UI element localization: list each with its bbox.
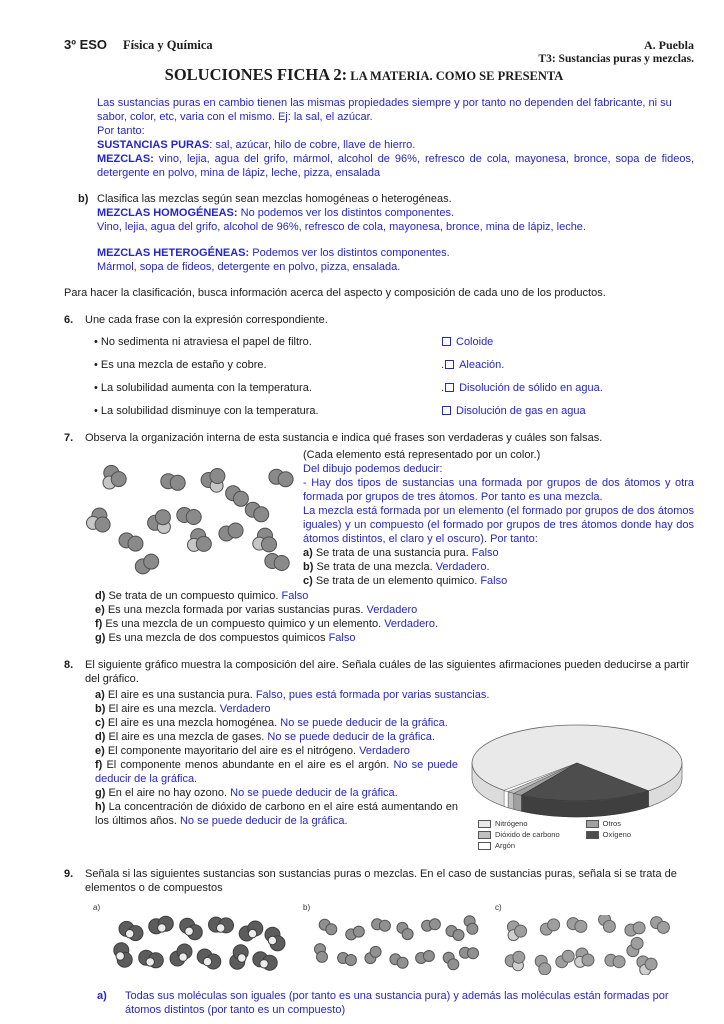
molecule-diagram-q9b bbox=[303, 901, 481, 975]
q7-deduce-intro: Del dibujo podemos deducir: bbox=[303, 463, 443, 475]
question-6 bbox=[64, 313, 694, 418]
match-row: • Es una mezcla de estaño y cobre. . Aleación. bbox=[94, 359, 505, 371]
item-b-letter: b) bbox=[78, 193, 89, 205]
q8-item-f: f) El componente menos abundante en el aire es el argón. No se puede deducir de la gráfica. bbox=[95, 759, 458, 785]
legend-swatch bbox=[586, 820, 599, 828]
classification-note: Para hacer la clasificación, busca información acerca del aspecto y composición de cada uno de los productos. bbox=[64, 287, 606, 299]
q7-item-d: d) Se trata de un compuesto quimico. Falso bbox=[95, 590, 309, 602]
question-7-text: Observa la organización interna de esta sustancia e indica qué frases son verdaderas y cuáles son falsas. bbox=[85, 432, 603, 444]
legend-item: Nitrógeno bbox=[478, 819, 560, 829]
molecule-figure bbox=[93, 915, 289, 973]
question-6-text: Une cada frase con la expresión correspondiente. bbox=[85, 314, 328, 326]
item-b bbox=[64, 192, 694, 274]
question-8 bbox=[64, 658, 694, 854]
course-label: 3º ESO bbox=[64, 37, 108, 52]
q9-answer-letter: a) bbox=[97, 990, 107, 1002]
checkbox-icon bbox=[442, 406, 451, 415]
q9-answer bbox=[64, 989, 694, 1017]
homogeneas-list: Vino, lejia, agua del grifo, alcohol de 96%, refresco de cola, mayonesa, bronce, mina de lápiz, leche. bbox=[97, 221, 586, 233]
subject-label: Física y Química bbox=[123, 38, 213, 52]
fig-label-c: c) bbox=[495, 903, 502, 912]
q8-items bbox=[85, 688, 694, 854]
legend-item: Dióxido de carbono bbox=[478, 830, 560, 840]
page-header bbox=[64, 38, 694, 66]
molecule-diagram-q7 bbox=[85, 448, 303, 588]
question-9 bbox=[64, 867, 694, 975]
pie-chart bbox=[466, 718, 688, 818]
match-row: • La solubilidad aumenta con la temperatura. . Disolución de sólido en agua. bbox=[94, 382, 603, 394]
air-composition-chart bbox=[466, 718, 694, 852]
item-b-question: Clasifica las mezclas según sean mezclas homogéneas o heterogéneas. bbox=[97, 193, 452, 205]
title-sub: LA MATERIA. COMO SE PRESENTA bbox=[347, 69, 564, 83]
q8-item-e: e) El componente mayoritario del aire es el nitrógeno. Verdadero bbox=[95, 745, 410, 757]
sustancias-puras-line: SUSTANCIAS PURAS: sal, azúcar, hilo de cobre, llave de hierro. bbox=[97, 139, 416, 151]
q7-deduce-2: La mezcla está formada por un elemento (el formado por grupos de dos átomos iguales) y un compuesto (el formado por grupos de tres átomos donde hay dos átomos distintos, el claro y el oscuro). Por tanto: bbox=[303, 505, 694, 545]
molecule-diagram-q9a bbox=[93, 901, 289, 975]
author-label: A. Puebla bbox=[643, 38, 694, 52]
question-6-number: 6. bbox=[64, 314, 74, 326]
intro-answer bbox=[64, 96, 694, 180]
molecule-figure bbox=[85, 454, 297, 586]
q8-item-g: g) En el aire no hay ozono. No se puede deducir de la gráfica. bbox=[95, 787, 398, 799]
q8-item-a: a) El aire es una sustancia pura. Falso, pues está formada por varias sustancias. bbox=[95, 689, 490, 701]
match-row: • No sedimenta ni atraviesa el papel de filtro. Coloide bbox=[94, 336, 494, 348]
q9-answer-text: Todas sus moléculas son iguales (por tanto es una sustancia pura) y además las moléculas están formadas por átomos distintos (por tanto es un compuesto) bbox=[125, 990, 669, 1016]
molecule-figure bbox=[303, 915, 481, 973]
question-8-text: El siguiente gráfico muestra la composición del aire. Señala cuáles de las siguientes afirmaciones pueden deducirse a partir del gráfico. bbox=[85, 659, 690, 685]
fig-label-a: a) bbox=[93, 903, 101, 912]
intro-portanto: Por tanto: bbox=[97, 125, 145, 137]
legend-swatch bbox=[478, 842, 491, 850]
legend-item: Argón bbox=[478, 841, 560, 851]
question-7-number: 7. bbox=[64, 432, 74, 444]
checkbox-icon bbox=[442, 337, 451, 346]
q7-item-c: c) Se trata de un elemento quimico. Falso bbox=[303, 575, 508, 587]
intro-paragraph: Las sustancias puras en cambio tienen las mismas propiedades siempre y por tanto no dependen del fabricante, ni su sabor, color, etc, varia con el mismo. Ej: la sal, el azúcar. bbox=[97, 97, 672, 123]
q7-item-b: b) Se trata de una mezcla. Verdadero. bbox=[303, 561, 490, 573]
question-9-number: 9. bbox=[64, 868, 74, 880]
fig-label-b: b) bbox=[303, 903, 311, 912]
legend-item: Otros bbox=[586, 819, 631, 829]
q7-item-f: f) Es una mezcla de un compuesto quimico y un elemento. Verdadero. bbox=[95, 618, 439, 630]
molecule-diagram-q9c bbox=[495, 901, 673, 975]
legend-swatch bbox=[478, 831, 491, 839]
match-rows bbox=[85, 335, 694, 418]
checkbox-icon bbox=[445, 383, 454, 392]
topic-label: T3: Sustancias puras y mezclas. bbox=[538, 53, 694, 65]
q8-item-d: d) El aire es una mezcla de gases. No se puede deducir de la gráfica. bbox=[95, 731, 435, 743]
q7-item-e: e) Es una mezcla formada por varias sustancias puras. Verdadero bbox=[95, 604, 418, 616]
match-row: • La solubilidad disminuye con la temperatura. Disolución de gas en agua bbox=[94, 405, 586, 417]
legend-swatch bbox=[478, 820, 491, 828]
chart-legend bbox=[466, 819, 694, 852]
heterogeneas-list: Mármol, sopa de fideos, detergente en polvo, pizza, ensalada. bbox=[97, 261, 401, 273]
mezclas-line: MEZCLAS: vino, lejia, agua del grifo, mármol, alcohol de 96%, refresco de cola, mayonesa, bronce, sopa de fideos, detergente en polvo, mina de lápiz, leche, pizza, ensalada bbox=[97, 153, 694, 179]
q7-item-a: a) Se trata de una sustancia pura. Falso bbox=[303, 547, 499, 559]
q8-item-c: c) El aire es una mezcla homogénea. No se puede deducir de la gráfica. bbox=[95, 717, 448, 729]
q7-item-g: g) Es una mezcla de dos compuestos quimicos Falso bbox=[95, 632, 356, 644]
legend-item: Oxígeno bbox=[586, 830, 631, 840]
question-9-text: Señala si las siguientes sustancias son sustancias puras o mezclas. En el caso de sustancias puras, señala si se trata de elementos o de compuestos bbox=[85, 868, 677, 894]
q7-deduce-1: - Hay dos tipos de sustancias una formada por grupos de dos átomos y otra formada por grupos de tres átomos. Por tanto es una mezcla. bbox=[303, 477, 694, 503]
question-7 bbox=[64, 431, 694, 645]
checkbox-icon bbox=[445, 360, 454, 369]
legend-swatch bbox=[586, 831, 599, 839]
page-title bbox=[64, 65, 664, 84]
q9-figures bbox=[93, 901, 694, 975]
q8-item-b: b) El aire es una mezcla. Verdadero bbox=[95, 703, 271, 715]
q7-color-note: (Cada elemento está representado por un color.) bbox=[303, 449, 541, 461]
title-main: SOLUCIONES FICHA 2: bbox=[164, 65, 348, 84]
molecule-figure bbox=[495, 915, 673, 975]
homogeneas-line: MEZCLAS HOMOGÉNEAS: No podemos ver los distintos componentes. bbox=[97, 207, 455, 219]
q8-item-h: h) La concentración de dióxido de carbono en el aire está aumentando en los últimos años. No se puede deducir de la gráfica. bbox=[95, 801, 458, 827]
question-8-number: 8. bbox=[64, 659, 74, 671]
heterogeneas-line: MEZCLAS HETEROGÉNEAS: Podemos ver los distintos componentes. bbox=[97, 247, 450, 259]
